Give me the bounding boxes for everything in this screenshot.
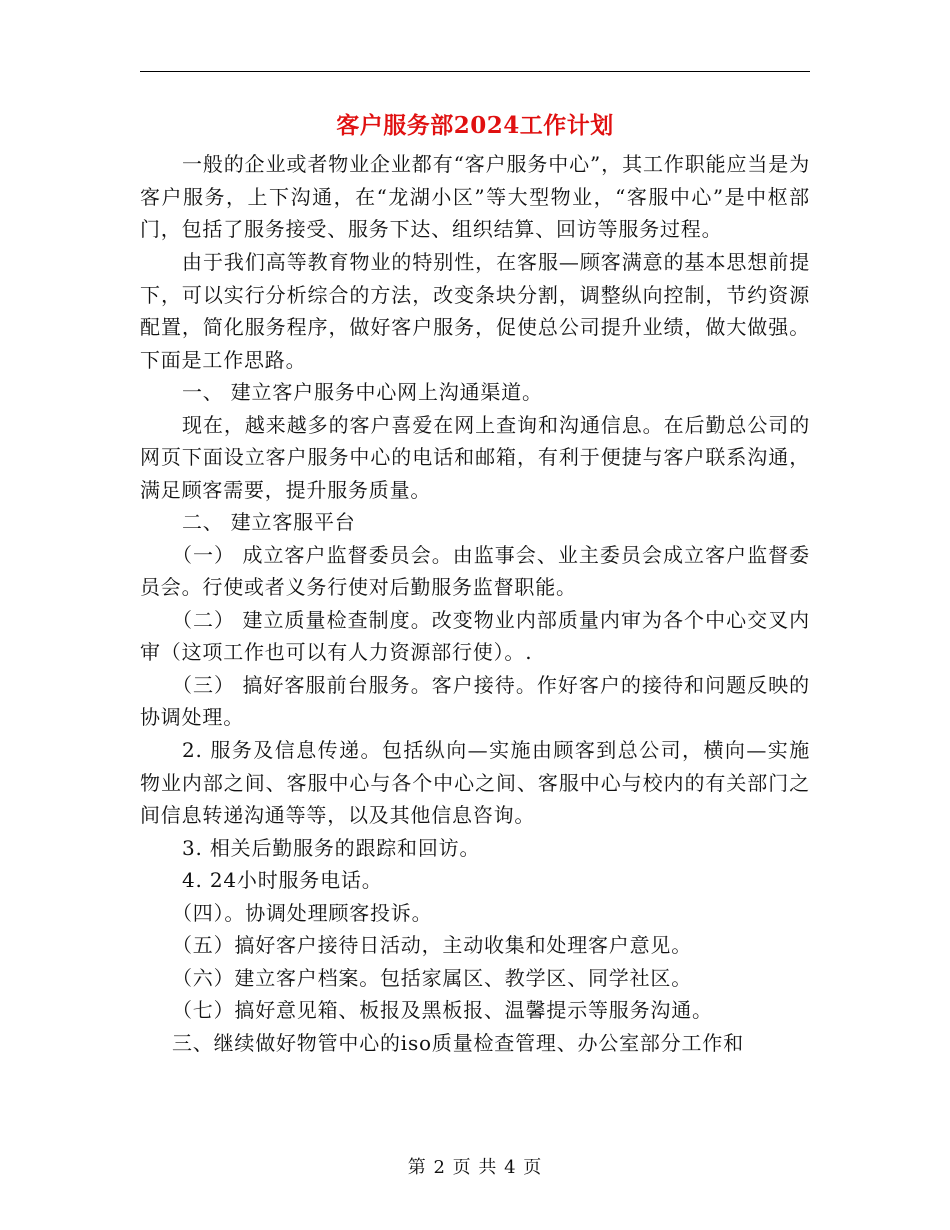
paragraph-online: 现在，越来越多的客户喜爱在网上查询和沟通信息。在后勤总公司的网页下面设立客户服务中心的电话和邮箱，有利于便捷与客户联系沟通，满足顾客需要，提升服务质量。 [140, 412, 810, 502]
list-item-6: （六）建立客户档案。包括家属区、教学区、同学社区。 [172, 965, 692, 990]
list-item-7: （七）搞好意见箱、板报及黑板报、温馨提示等服务沟通。 [172, 998, 713, 1022]
document-title: 客户服务部2024工作计划 [336, 112, 614, 139]
header-rule [140, 71, 810, 72]
section-heading-3: 三、继续做好物管中心的iso质量检查管理、办公室部分工作和 [172, 1030, 744, 1055]
section-heading-1: 一、 建立客户服务中心网上沟通渠道。 [182, 380, 543, 404]
list-item-2: （二） 建立质量检查制度。改变物业内部质量内审为各个中心交叉内审（这项工作也可以有人力资源部行使）。. [140, 607, 810, 664]
list-item-3: （三） 搞好客服前台服务。客户接待。作好客户的接待和问题反映的协调处理。 [140, 672, 810, 729]
document-body [140, 148, 810, 1059]
list-item-service: 2. 服务及信息传递。包括纵向—实施由顾客到总公司，横向—实施物业内部之间、客服中心与各个中心之间、客服中心与校内的有关部门之间信息转递沟通等等，以及其他信息咨询。 [140, 738, 810, 827]
section-heading-2: 二、 建立客服平台 [182, 510, 356, 534]
list-item-5: （五）搞好客户接待日活动，主动收集和处理客户意见。 [172, 933, 692, 957]
list-item-followup: 3. 相关后勤服务的跟踪和回访。 [182, 835, 481, 860]
list-item-1: （一） 成立客户监督委员会。由监事会、业主委员会成立客户监督委员会。行使或者义务行使对后勤服务监督职能。 [140, 542, 810, 599]
paragraph-intro: 一般的企业或者物业企业都有“客户服务中心”，其工作职能应当是为客户服务，上下沟通，在“龙湖小区”等大型物业，“客服中心”是中枢部门，包括了服务接受、服务下达、组织结算、回访等服务过程。 [140, 152, 810, 241]
list-item-4: （四）。协调处理顾客投诉。 [172, 900, 433, 925]
page-number: 第 2 页 共 4 页 [407, 1157, 543, 1178]
list-item-hotline: 4. 24小时服务电话。 [182, 868, 383, 892]
paragraph-approach: 由于我们高等教育物业的特别性，在客服—顾客满意的基本思想前提下，可以实行分析综合的方法，改变条块分割，调整纵向控制，节约资源配置，简化服务程序，做好客户服务，促使总公司提升业绩，做大做强。下面是工作思路。 [140, 250, 810, 372]
